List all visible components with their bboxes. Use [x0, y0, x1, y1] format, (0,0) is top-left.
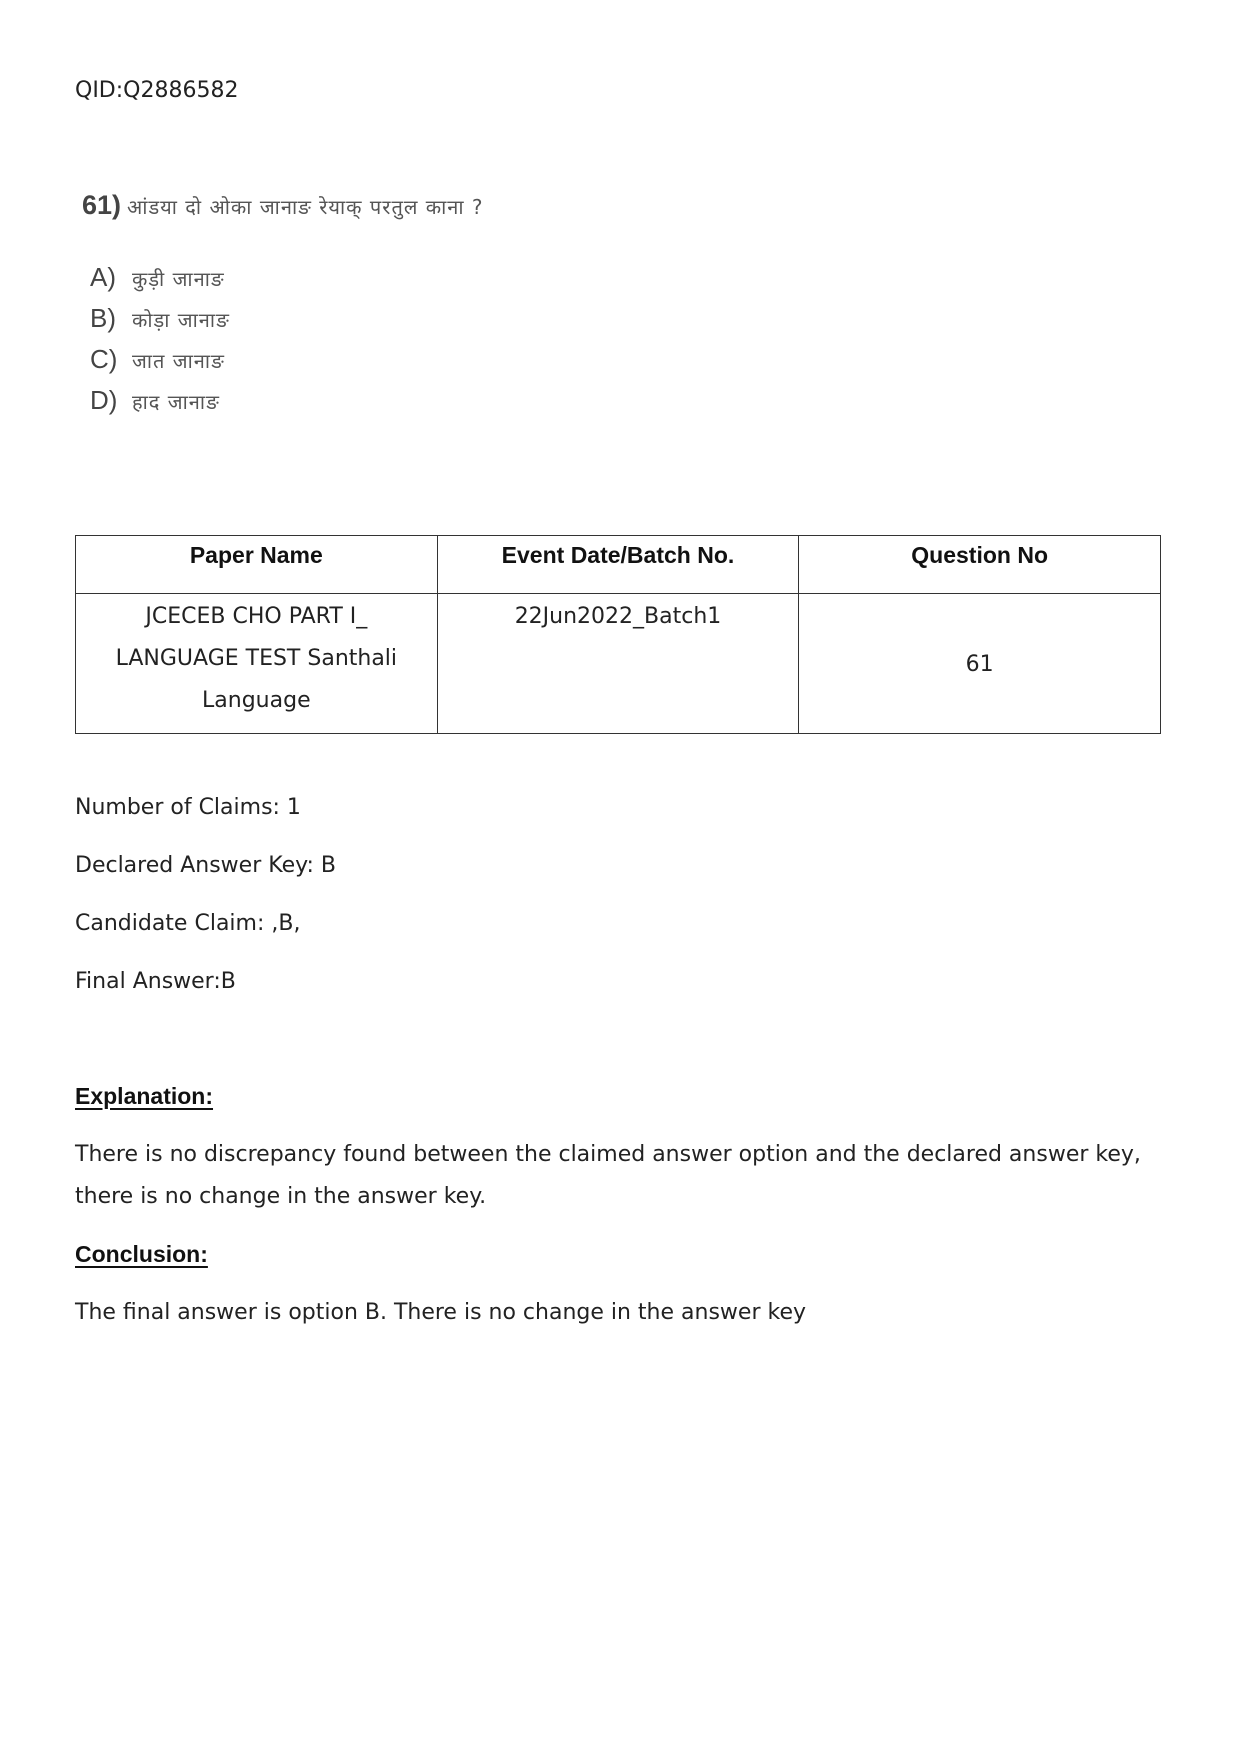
option-letter: A) — [90, 262, 116, 292]
question-id: QID:Q2886582 — [75, 78, 239, 103]
option-text: हाद जानाङ — [132, 390, 220, 414]
option-text: जात जानाङ — [132, 349, 225, 373]
header-paper-name: Paper Name — [76, 536, 438, 594]
cell-event-date-batch: 22Jun2022_Batch1 — [437, 594, 799, 734]
option-letter: B) — [90, 303, 116, 333]
option-letter: D) — [90, 385, 118, 415]
option-b — [90, 303, 484, 344]
paper-info-table — [75, 535, 1161, 734]
header-question-no: Question No — [799, 536, 1161, 594]
question-stem — [82, 190, 484, 234]
option-d — [90, 385, 484, 426]
final-answer: Final Answer:B — [75, 969, 236, 994]
conclusion-text: The final answer is option B. There is no change in the answer key — [75, 1300, 806, 1325]
explanation-heading: Explanation: — [75, 1083, 214, 1109]
candidate-claim: Candidate Claim: ,B, — [75, 911, 301, 936]
number-of-claims: Number of Claims: 1 — [75, 795, 301, 820]
option-letter: C) — [90, 344, 118, 374]
question-text: आंडया दो ओका जानाङ रेयाक् परतुल काना ? — [127, 195, 484, 219]
declared-answer-key: Declared Answer Key: B — [75, 853, 337, 878]
option-text: कुड़ी जानाङ — [132, 267, 225, 291]
option-c — [90, 344, 484, 385]
explanation-text: There is no discrepancy found between the claimed answer option and the declared answer key, there is no change in the answer key. — [75, 1142, 1141, 1209]
table-row — [76, 594, 1161, 734]
table-header-row — [76, 536, 1161, 594]
header-event-date-batch: Event Date/Batch No. — [437, 536, 799, 594]
question-image-block — [82, 190, 484, 426]
cell-question-no: 61 — [799, 594, 1161, 734]
options-list — [82, 262, 484, 426]
option-text: कोड़ा जानाङ — [132, 308, 230, 332]
question-number: 61) — [82, 190, 122, 220]
conclusion-heading: Conclusion: — [75, 1241, 208, 1267]
option-a — [90, 262, 484, 303]
cell-paper-name: JCECEB CHO PART I_ LANGUAGE TEST Santhali Language — [76, 594, 438, 734]
